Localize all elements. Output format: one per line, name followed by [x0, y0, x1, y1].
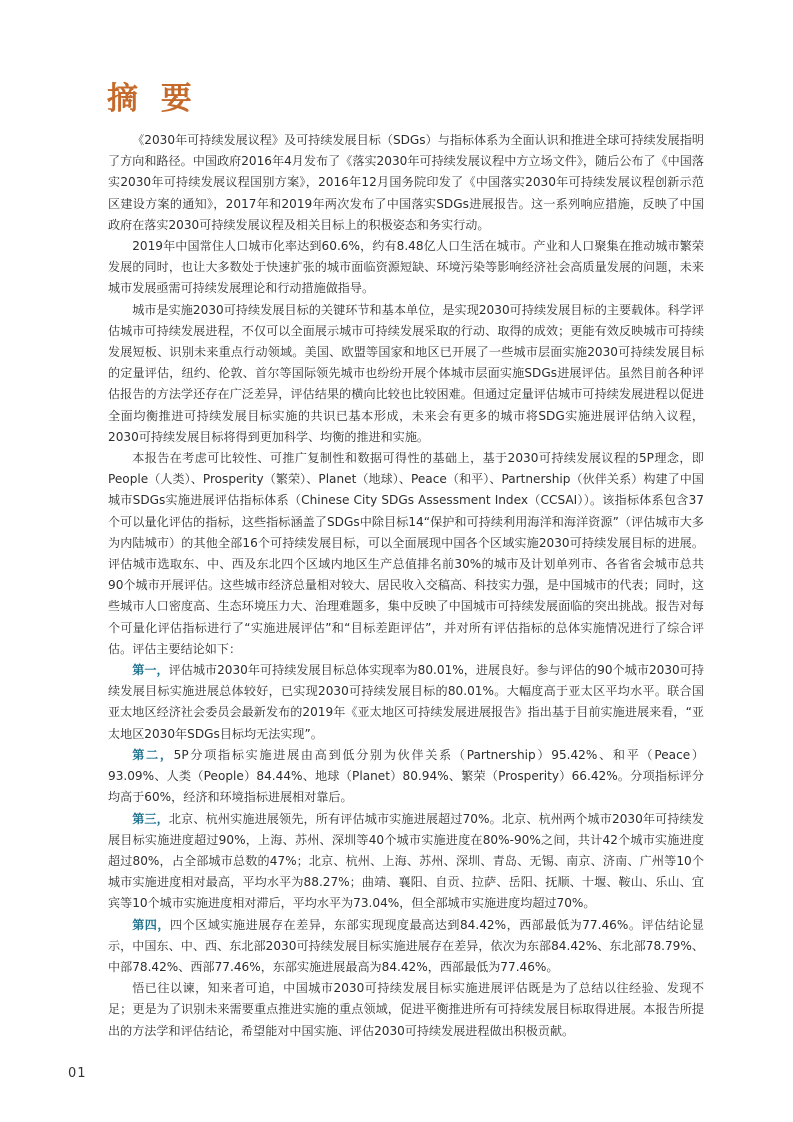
paragraph-text: 5P分项指标实施进展由高到低分别为伙伴关系（Partnership）95.42%、和平（Peace）93.09%、人类（People）84.44%、地球（Planet）80.94%、繁荣（Prosperity）66.42%。分项指标评分均高于60%，经济和环境指标进展相对靠后。 — [108, 747, 704, 805]
finding-lead: 第四， — [132, 917, 171, 932]
abstract-body — [108, 130, 704, 1042]
paragraph-2 — [108, 236, 704, 300]
paragraph-text: 《2030年可持续发展议程》及可持续发展目标（SDGs）与指标体系为全面认识和推进全球可持续发展指明了方向和路径。中国政府2016年4月发布了《落实2030年可持续发展议程中方立场文件》，随后公布了《中国落实2030年可持续发展议程国别方案》，2016年12月国务院印发了《中国落实2030年可持续发展议程创新示范区建设方案的通知》，2017年和2019年两次发布了中国落实SDGs进展报告。这一系列响应措施，反映了中国政府在落实2030可持续发展议程及相关目标上的积极姿态和务实行动。 — [108, 133, 704, 232]
paragraph-3 — [108, 300, 704, 448]
paragraph-text: 北京、杭州实施进展领先，所有评估城市实施进展超过70%。北京、杭州两个城市2030年可持续发展目标实施进度超过90%，上海、苏州、深圳等40个城市实施进度在80%-90%之间，共计42个城市实施进度超过80%，占全部城市总数的47%；北京、杭州、上海、苏州、深圳、青岛、无锡、南京、济南、广州等10个城市实施进度相对最高，平均水平为88.27%；曲靖、襄阳、自贡、拉萨、岳阳、抚顺、十堰、鞍山、乐山、宜宾等10个城市实施进度相对滞后，平均水平为73.04%，但全部城市实施进度均超过70%。 — [108, 811, 704, 911]
paragraph-text: 悟已往以谏，知来者可追，中国城市2030可持续发展目标实施进展评估既是为了总结以往经验、发现不足；更是为了识别未来需要重点推进实施的重点领域，促进平衡推进所有可持续发展目标取得进展。本报告所提出的方法学和评估结论，希望能对中国实施、评估2030可持续发展进程做出积极贡献。 — [108, 981, 704, 1038]
paragraph-text: 评估城市2030年可持续发展目标总体实现率为80.01%，进展良好。参与评估的90个城市2030可持续发展目标实施进展总体较好，已实现2030可持续发展目标的80.01%。大幅度高于亚太区平均水平。联合国亚太地区经济社会委员会最新发布的2019年《亚太地区可持续发展进展报告》指出基于目前实施进展来看，“亚太地区2030年SDGs目标均无法实现”。 — [108, 663, 704, 741]
paragraph-4 — [108, 448, 704, 660]
paragraph-text: 2019年中国常住人口城市化率达到60.6%，约有8.48亿人口生活在城市。产业和人口聚集在推动城市繁荣发展的同时，也让大多数处于快速扩张的城市面临资源短缺、环境污染等影响经济社会高质量发展的问题，未来城市发展亟需可持续发展理论和行动措施做指导。 — [108, 239, 704, 296]
paragraph-text: 城市是实施2030可持续发展目标的关键环节和基本单位，是实现2030可持续发展目标的主要载体。科学评估城市可持续发展进程，不仅可以全面展示城市可持续发展采取的行动、取得的成效；更能有效反映城市可持续发展短板、识别未来重点行动领域。美国、欧盟等国家和地区已开展了一些城市层面实施2030可持续发展目标的定量评估，纽约、伦敦、首尔等国际领先城市也纷纷开展个体城市层面实施SDGs进展评估。虽然目前各种评估报告的方法学还存在广泛差异，评估结果的横向比较也比较困难。但通过定量评估城市可持续发展进程以促进全面均衡推进可持续发展目标实施的共识已基本形成，未来会有更多的城市将SDG实施进展评估纳入议程，2030可持续发展目标将得到更加科学、均衡的推进和实施。 — [108, 302, 704, 444]
finding-2 — [108, 745, 704, 809]
finding-3 — [108, 809, 704, 915]
paragraph-1 — [108, 130, 704, 236]
page-number: 01 — [68, 1066, 87, 1081]
finding-lead: 第一， — [132, 663, 169, 678]
finding-4 — [108, 915, 704, 979]
page-title: 摘 要 — [107, 80, 198, 117]
finding-lead: 第二， — [132, 747, 174, 762]
paragraph-conclusion — [108, 978, 704, 1042]
paragraph-text: 本报告在考虑可比较性、可推广复制性和数据可得性的基础上，基于2030可持续发展议程的5P理念，即People（人类）、Prosperity（繁荣）、Planet（地球）、Peace（和平）、Partnership（伙伴关系）构建了中国城市SDGs实施进展评估指标体系（Chinese City SDGs Assessment Index（CCSAI））。该指标体系包含37个可以量化评估的指标，这些指标涵盖了SDGs中除目标14“保护和可持续利用海洋和海洋资源”（评估城市大多为内陆城市）的其他全部16个可持续发展目标，可以全面展现中国各个区域实施2030可持续发展目标的进展。评估城市选取东、中、西及东北四个区域内地区生产总值排名前30%的城市及计划单列市、各省省会城市总共90个城市开展评估。这些城市经济总量相对较大、居民收入交稿高、科技实力强，是中国城市的代表；同时，这些城市人口密度高、生态环境压力大、治理难题多，集中反映了中国城市可持续发展面临的突出挑战。报告对每个可量化评估指标进行了“实施进展评估”和“目标差距评估”，并对所有评估指标的总体实施情况进行了综合评估。评估主要结论如下： — [108, 451, 704, 656]
finding-lead: 第三， — [132, 811, 169, 826]
finding-1 — [108, 660, 704, 745]
paragraph-text: 四个区域实施进展存在差异，东部实现现度最高达到84.42%，西部最低为77.46%。评估结论显示，中国东、中、西、东北部2030可持续发展目标实施进展存在差异，依次为东部84.42%、东北部78.79%、中部78.42%、西部77.46%，东部实施进展最高为84.42%，西部最低为77.46%。 — [108, 917, 704, 974]
